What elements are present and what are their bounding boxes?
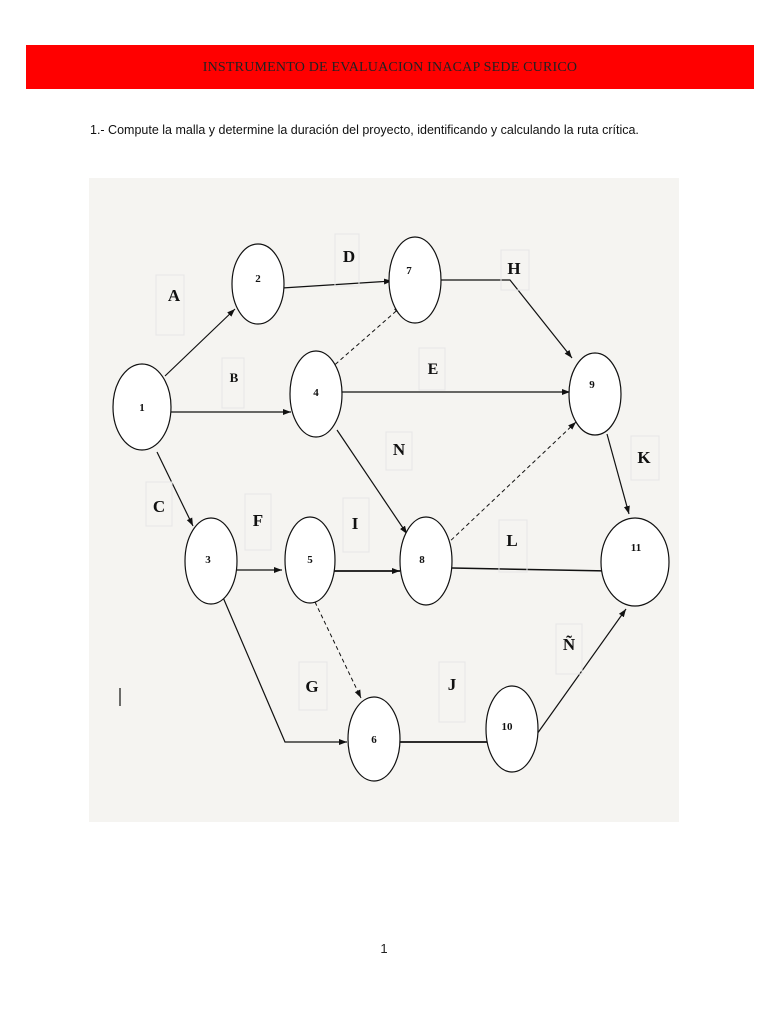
edge-a bbox=[165, 309, 235, 376]
network-diagram bbox=[89, 178, 679, 822]
activity-i-label: I bbox=[351, 514, 359, 533]
activity-a-label: A bbox=[167, 286, 181, 305]
question-text: 1.- Compute la malla y determine la duración del proyecto, identificando y calculando la ruta crítica. bbox=[90, 123, 639, 137]
header-bar bbox=[26, 45, 754, 89]
activity-j bbox=[439, 662, 465, 722]
activity-h-label: H bbox=[507, 259, 521, 278]
activity-enye bbox=[556, 624, 582, 674]
activity-d bbox=[335, 234, 359, 286]
activity-l-label: L bbox=[506, 531, 518, 550]
node-4 bbox=[290, 351, 342, 437]
node-10 bbox=[486, 686, 538, 772]
activity-e bbox=[419, 348, 445, 390]
node-1 bbox=[113, 364, 171, 450]
activity-k bbox=[631, 436, 659, 480]
activity-a bbox=[156, 275, 184, 335]
activity-n bbox=[386, 432, 412, 470]
edge-d bbox=[282, 281, 392, 288]
activity-g-label: G bbox=[305, 677, 319, 696]
node-9-label: 9 bbox=[589, 379, 595, 391]
activity-c-label: C bbox=[152, 497, 166, 516]
node-3-label: 3 bbox=[205, 554, 211, 566]
node-6-label: 6 bbox=[371, 734, 377, 746]
node-5 bbox=[285, 517, 335, 603]
activity-b-label: B bbox=[229, 370, 239, 385]
node-6 bbox=[348, 697, 400, 781]
activity-n-label: N bbox=[392, 440, 406, 459]
activity-c bbox=[146, 482, 172, 526]
node-7-label: 7 bbox=[406, 265, 412, 277]
node-11 bbox=[601, 518, 669, 606]
activity-l bbox=[499, 520, 527, 572]
node-2-label: 2 bbox=[255, 273, 261, 285]
node-8 bbox=[400, 517, 452, 605]
activity-g bbox=[299, 662, 327, 710]
dummy-4-7 bbox=[330, 306, 402, 369]
node-8-label: 8 bbox=[419, 554, 425, 566]
dummy-5-6 bbox=[315, 602, 361, 698]
edge-l bbox=[452, 568, 610, 571]
header-title: INSTRUMENTO DE EVALUACION INACAP SEDE CURICO bbox=[202, 60, 578, 75]
activity-enye-label: Ñ bbox=[562, 635, 576, 654]
node-9 bbox=[569, 353, 621, 435]
activity-j-label: J bbox=[447, 675, 457, 694]
node-2 bbox=[232, 244, 284, 324]
activity-f bbox=[245, 494, 271, 550]
network-diagram-svg bbox=[89, 178, 679, 822]
node-1-label: 1 bbox=[139, 402, 145, 414]
activity-f-label: F bbox=[252, 511, 264, 530]
node-10-label: 10 bbox=[501, 721, 513, 733]
activity-h bbox=[501, 250, 529, 290]
node-4-label: 4 bbox=[313, 387, 319, 399]
edge-k bbox=[607, 434, 629, 514]
node-7 bbox=[389, 237, 441, 323]
node-3 bbox=[185, 518, 237, 604]
node-11-label: 11 bbox=[630, 542, 642, 554]
dummy-8-9 bbox=[446, 422, 576, 545]
node-5-label: 5 bbox=[307, 554, 313, 566]
page-number: 1 bbox=[380, 941, 388, 956]
edge-h bbox=[439, 280, 572, 358]
activity-i bbox=[343, 498, 369, 552]
activity-k-label: K bbox=[637, 448, 651, 467]
activity-d-label: D bbox=[342, 247, 356, 266]
activity-e-label: E bbox=[427, 361, 439, 378]
edge-g bbox=[219, 588, 347, 742]
activity-b bbox=[222, 358, 244, 408]
